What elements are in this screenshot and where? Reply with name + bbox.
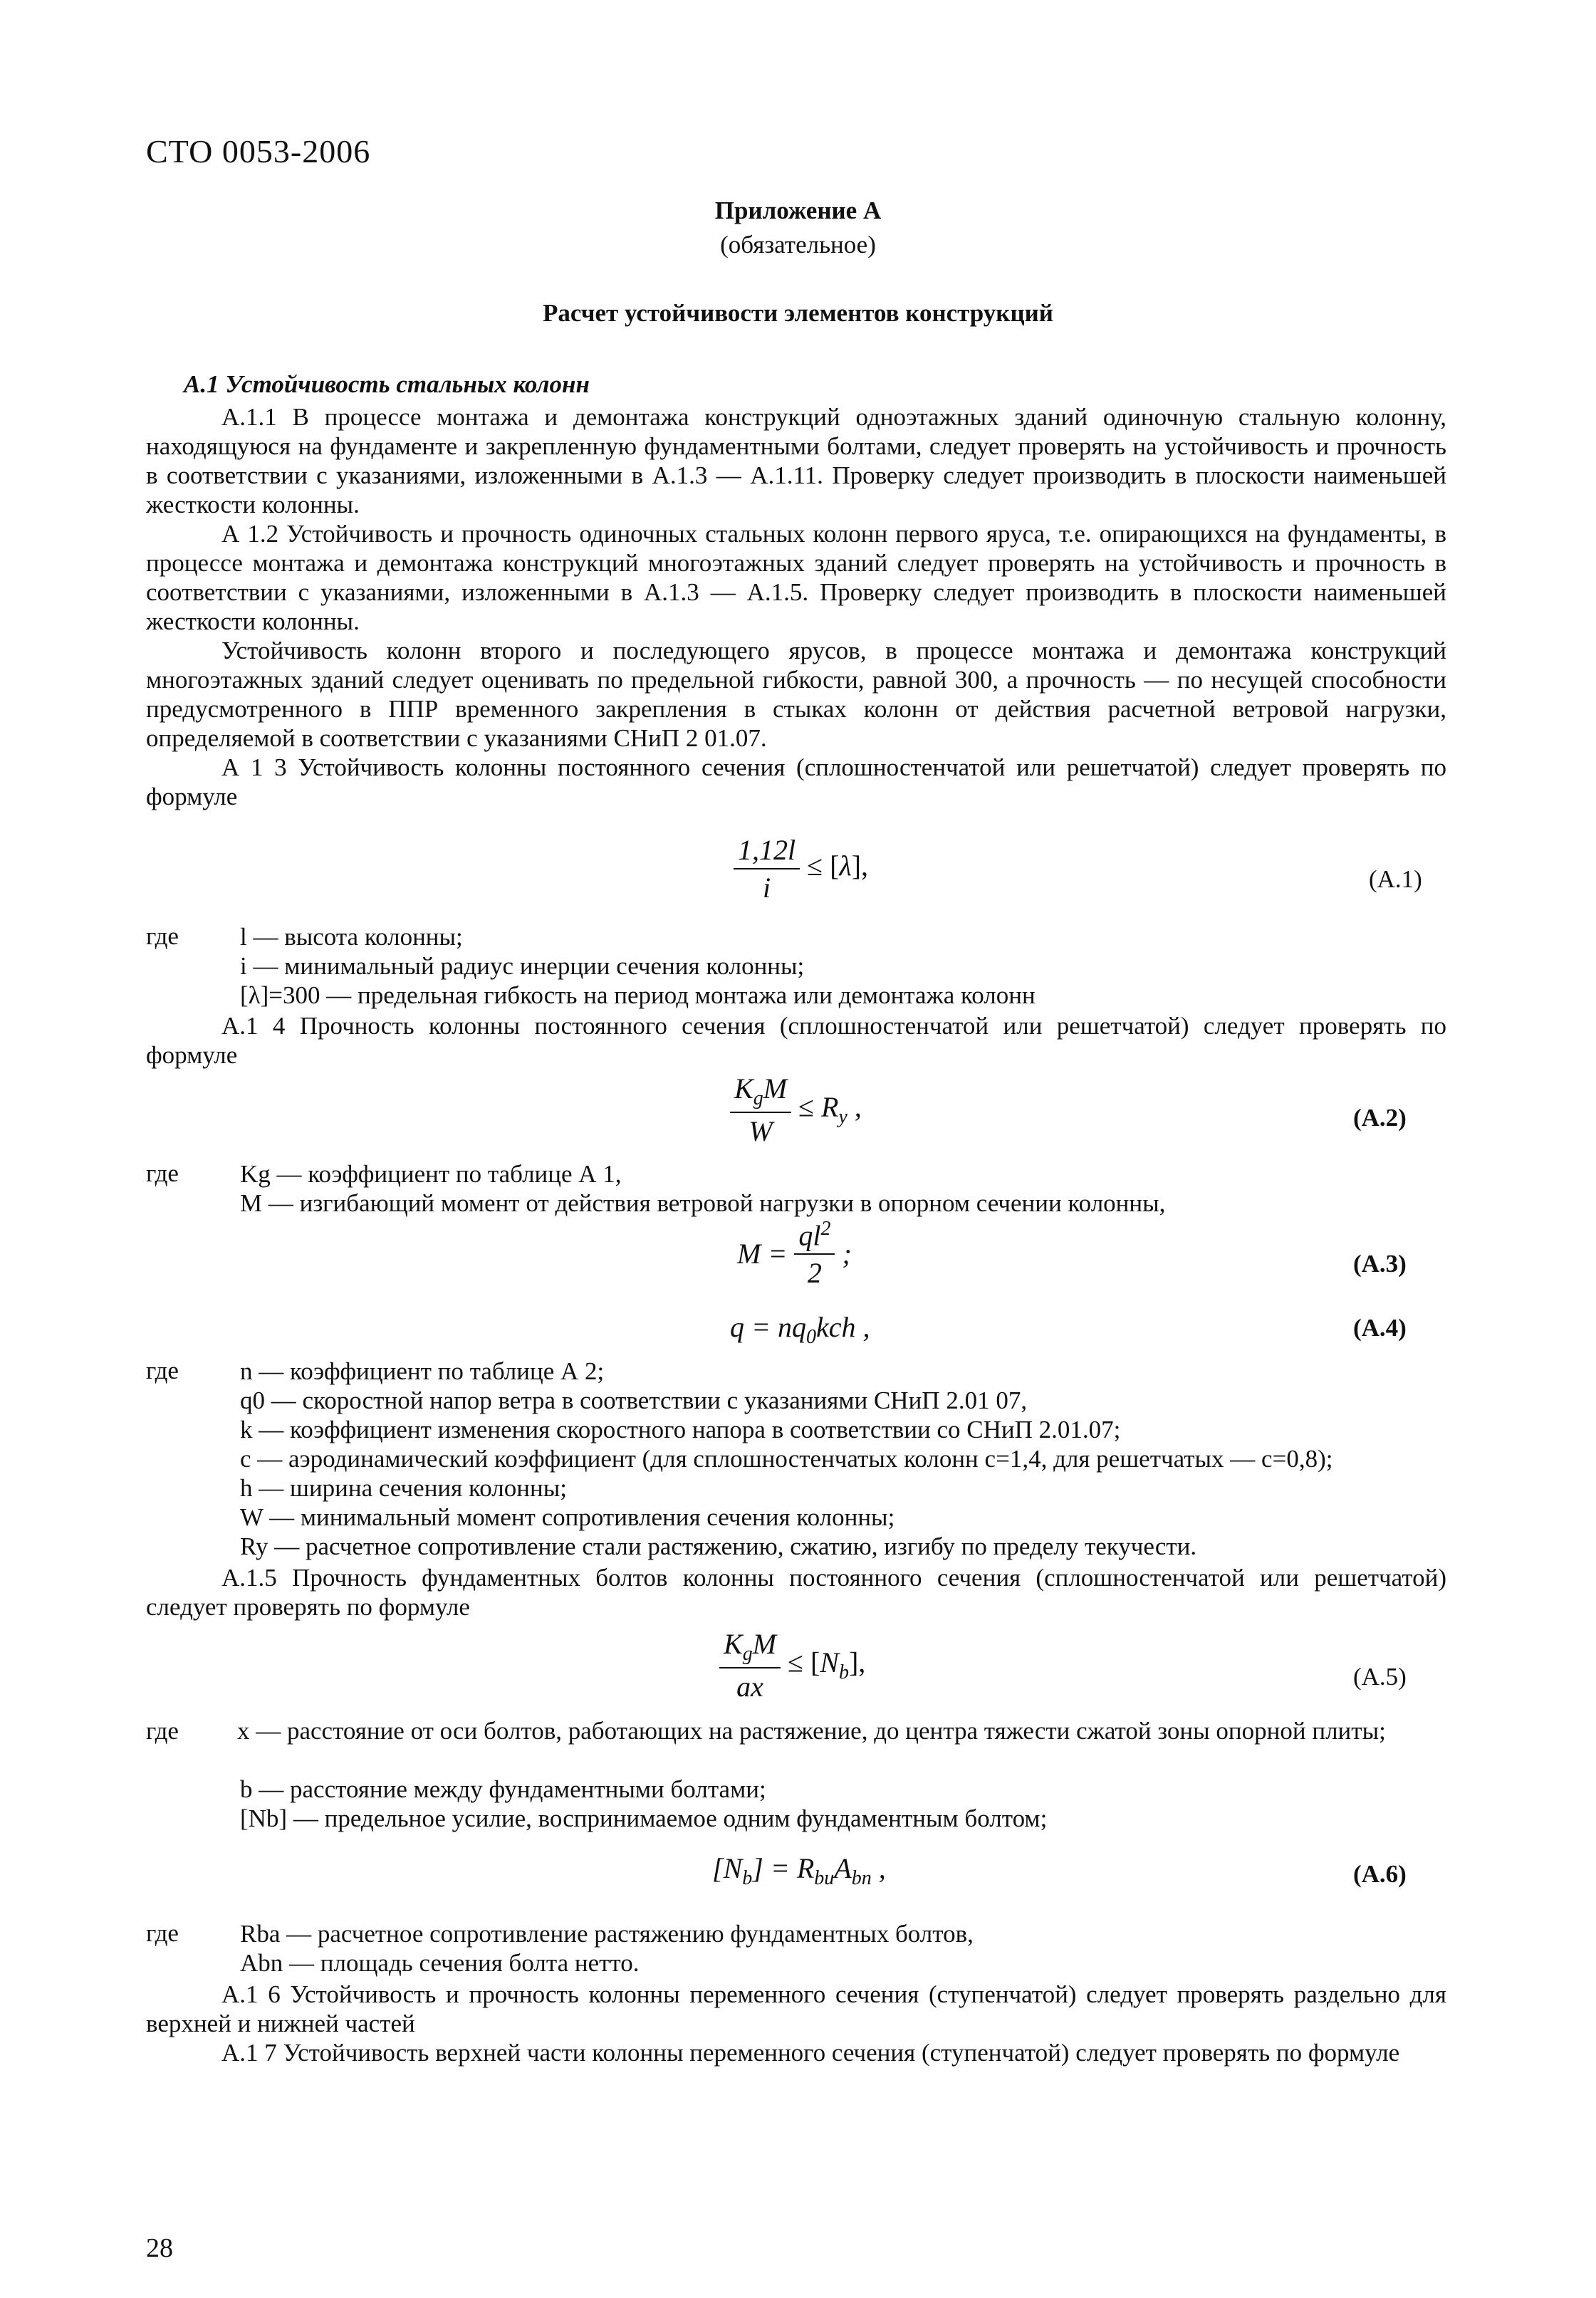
formula-a3-number: (А.3) [1353, 1250, 1407, 1278]
formula-a5-number: (А.5) [1353, 1663, 1407, 1691]
definition-c: c — аэродинамический коэффициент (для сплошностенчатых колонн c=1,4, для решетчатых — c=0,8); [240, 1445, 1333, 1473]
paragraph-a16: А.1 6 Устойчивость и прочность колонны переменного сечения (ступенчатой) следует проверять раздельно для верхней и нижней частей [146, 1980, 1446, 2037]
where-label-a4: где [146, 1357, 179, 1384]
annex-title: Приложение А [714, 197, 882, 224]
definition-rba: Rba — расчетное сопротивление растяжению фундаментных болтов, [240, 1920, 974, 1948]
definition-l: l — высота колонны; [240, 923, 463, 951]
where-label-a2: где [146, 1159, 179, 1187]
formula-a4-number: (А.4) [1353, 1314, 1407, 1342]
definition-abn: Abn — площадь сечения болта нетто. [240, 1949, 640, 1977]
definition-m: M — изгибающий момент от действия ветровой нагрузки в опорном сечении колонны, [240, 1189, 1166, 1217]
definition-b: b — расстояние между фундаментными болтами; [240, 1775, 766, 1803]
definitions-a5 [240, 1775, 1047, 1833]
definition-k: k — коэффициент изменения скоростного напора в соответствии со СНиП 2.01.07; [240, 1416, 1121, 1443]
annex-title-block [0, 194, 1596, 262]
formula-a6: $[N_b] = R_{bu}A_{bn}$ , [712, 1852, 886, 1889]
definition-i: i — минимальный радиус инерции сечения колонны; [240, 952, 805, 980]
formula-a2-number: (А.2) [1353, 1104, 1407, 1132]
annex-heading: Расчет устойчивости элементов конструкций [543, 299, 1053, 327]
definition-w: W — минимальный момент сопротивления сечения колонны; [240, 1503, 895, 1531]
where-label-a1: где [146, 922, 179, 950]
paragraph-a11: А.1.1 В процессе монтажа и демонтажа конструкций одноэтажных зданий одиночную стальную колонну, находящуюся на фундаменте и закрепленную фундаментными болтами, следует проверять на устойчивость и прочность в соответствии с указаниями, изложенными в А.1.3 — А.1.11. Проверку следует производить в плоскости наименьшей жесткости колонны. [146, 403, 1446, 518]
definition-lambda: [λ]=300 — предельная гибкость на период монтажа или демонтажа колонн [240, 981, 1036, 1009]
paragraph-a17: А.1 7 Устойчивость верхней части колонны переменного сечения (ступенчатой) следует проверять по формуле [221, 2039, 1400, 2067]
definition-h: h — ширина сечения колонны; [240, 1474, 567, 1502]
formula-a1-number: (А.1) [1369, 865, 1422, 893]
body-text-block-3 [146, 1563, 1446, 1621]
paragraph-a13: А 1 3 Устойчивость колонны постоянного сечения (сплошностенчатой или решетчатой) следует проверять по формуле [146, 753, 1446, 810]
definition-x-block [146, 1716, 1446, 1745]
definition-n: n — коэффициент по таблице А 2; [240, 1357, 605, 1385]
formula-a2: $\frac{K_gM}{W}$ ≤ $R_y$ , [730, 1072, 862, 1148]
definitions-a2 [240, 1159, 1165, 1218]
paragraph-a15: А.1.5 Прочность фундаментных болтов колонны постоянного сечения (сплошностенчатой или решетчатой) следует проверять по формуле [146, 1564, 1446, 1621]
annex-kind: (обязательное) [720, 231, 876, 258]
definition-kg: Kg — коэффициент по таблице А 1, [240, 1160, 622, 1188]
definition-x: x — расстояние от оси болтов, работающих на растяжение, до центра тяжести сжатой зоны опорной плиты; [236, 1717, 1386, 1745]
definition-nb: [Nb] — предельное усилие, воспринимаемое одним фундаментным болтом; [240, 1805, 1048, 1832]
document-code: СТО 0053-2006 [146, 133, 371, 169]
where-label-a6: где [146, 1919, 179, 1947]
definition-x-line [146, 1716, 1446, 1745]
definition-ry: Ry — расчетное сопротивление стали растяжению, сжатию, изгибу по пределу текучести. [240, 1532, 1197, 1560]
body-text-block-2 [146, 1011, 1446, 1070]
paragraph-second-tier: Устойчивость колонн второго и последующего ярусов, в процессе монтажа и демонтажа конструкций многоэтажных зданий следует оценивать по предельной гибкости, равной 300, а прочность — по несущей способности предусмотренного в ППР временного закрепления в стыках колонн от действия расчетной ветровой нагрузки, определяемой в соответствии с указаниями СНиП 2 01.07. [146, 637, 1446, 752]
formula-a5: $\frac{K_gM}{ax}$ ≤ $[N_b]$, [719, 1627, 865, 1703]
formula-a1: $\frac{1,12l}{i}$ ≤ [λ], [734, 833, 868, 904]
paragraph-a12: А 1.2 Устойчивость и прочность одиночных стальных колонн первого яруса, т.е. опирающихся на фундаменты, в процессе монтажа и демонтажа конструкций многоэтажных зданий следует проверять на устойчивость и прочность в соответствии с указаниями, изложенными в А.1.3 — А.1.5. Проверку следует производить в плоскости наименьшей жесткости колонны. [146, 520, 1446, 635]
paragraph-a14: А.1 4 Прочность колонны постоянного сечения (сплошностенчатой или решетчатой) следует проверять по формуле [146, 1012, 1446, 1069]
subsection-heading: А.1 Устойчивость стальных колонн [184, 370, 590, 398]
definition-q0: q0 — скоростной напор ветра в соответствии с указаниями СНиП 2.01 07, [240, 1386, 1028, 1414]
formula-a6-number: (А.6) [1353, 1860, 1407, 1888]
body-text-block-1 [146, 402, 1446, 811]
formula-a4: $q = nq_0kch$ , [730, 1311, 870, 1348]
definitions-a1 [240, 922, 1036, 1010]
definitions-a6 [240, 1919, 974, 1978]
formula-a3: M = $\frac{ql^2}{2}$ ; [737, 1218, 852, 1290]
page-number: 28 [146, 2233, 173, 2263]
definitions-a4 [240, 1357, 1332, 1561]
body-text-block-4 [146, 1980, 1446, 2067]
where-label-a5: где [146, 1717, 179, 1745]
